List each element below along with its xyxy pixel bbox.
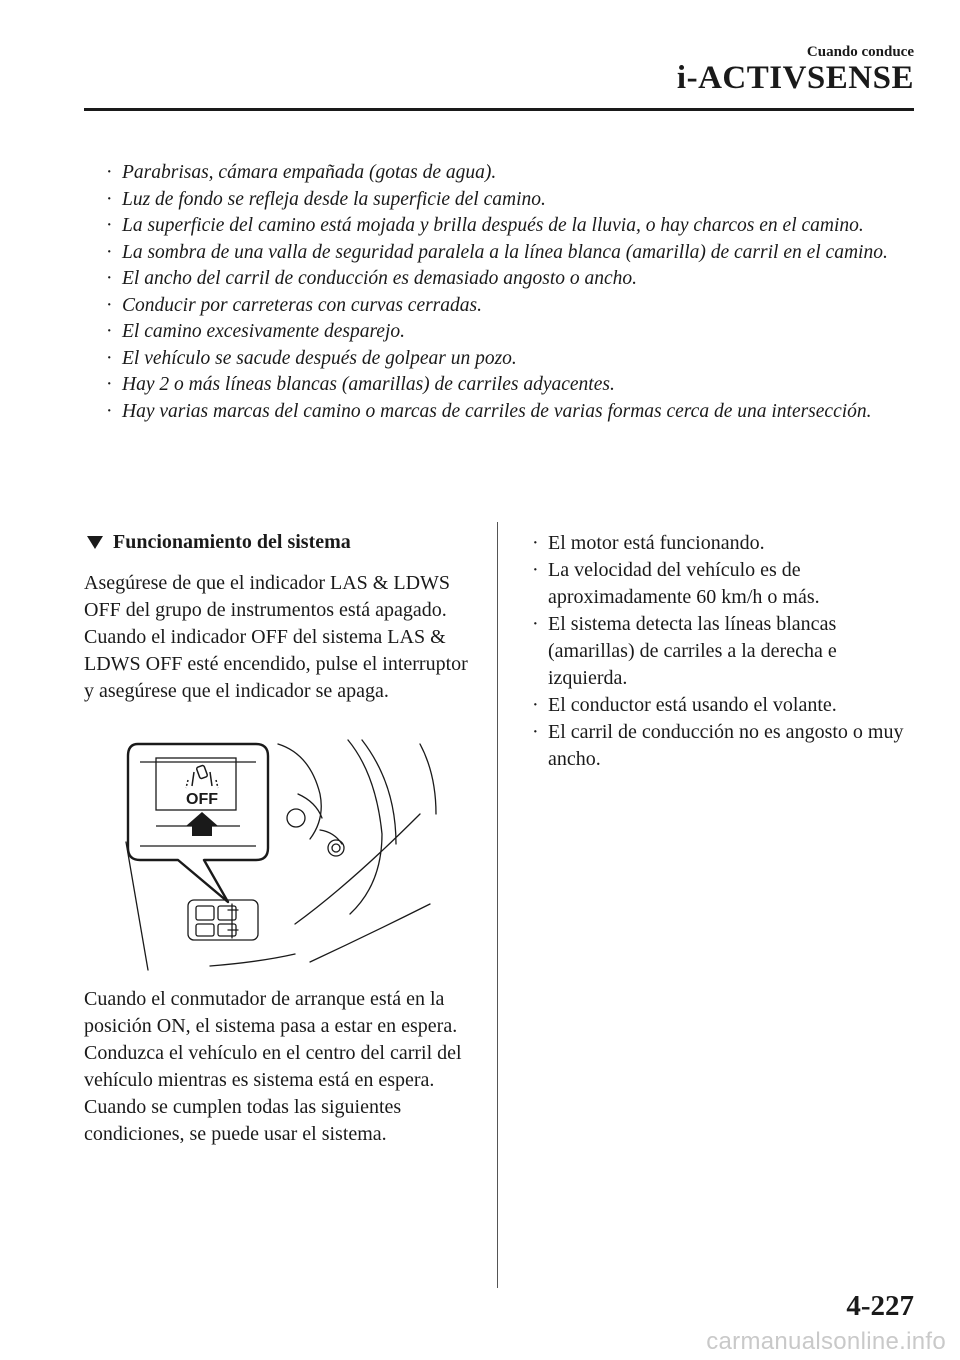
page-number: 4-227: [846, 1290, 914, 1322]
section-heading: [84, 528, 474, 556]
list-item: · La sombra de una valla de seguridad paralela a la línea blanca (amarilla) de carril en el camino.: [104, 240, 914, 267]
list-item: · El conductor está usando el volante.: [530, 692, 920, 719]
list-item: · El camino excesivamente desparejo.: [104, 319, 914, 346]
left-column: [84, 528, 474, 705]
list-item: · El motor está funcionando.: [530, 530, 920, 557]
list-item: · La velocidad del vehículo es de aproximadamente 60 km/h o más.: [530, 557, 920, 611]
list-item: · Hay varias marcas del camino o marcas de carriles de varias formas cerca de una intersección.: [104, 399, 914, 426]
list-item: · La superficie del camino está mojada y brilla después de la lluvia, o hay charcos en el camino.: [104, 213, 914, 240]
header-section-title: Cuando conduce: [806, 44, 914, 60]
intro-paragraph: Asegúrese de que el indicador LAS & LDWS OFF del grupo de instrumentos está apagado. Cuando el indicador OFF del sistema LAS & LDWS OFF esté encendido, pulse el interruptor y asegúrese que el indicador se apaga.: [84, 572, 468, 702]
list-item: · Hay 2 o más líneas blancas (amarillas) de carriles adyacentes.: [104, 372, 914, 399]
column-divider: [497, 522, 498, 1288]
list-item: · Parabrisas, cámara empañada (gotas de agua).: [104, 160, 914, 187]
section-heading-text: Funcionamiento del sistema: [113, 531, 351, 553]
header-rule: [84, 108, 914, 111]
paragraph: Conduzca el vehículo en el centro del carril del vehículo mientras es sistema está en espera. Cuando se cumplen todas las siguientes condiciones, se puede usar el sistema.: [84, 1042, 462, 1145]
list-item: · El ancho del carril de conducción es demasiado angosto o ancho.: [104, 266, 914, 293]
conditions-list: [104, 160, 914, 425]
off-button-label: OFF: [186, 791, 218, 808]
after-figure-text: [84, 986, 479, 1148]
las-ldws-off-switch-illustration: [120, 734, 440, 980]
list-item: · El vehículo se sacude después de golpear un pozo.: [104, 346, 914, 373]
list-item: · El sistema detecta las líneas blancas (amarillas) de carriles a la derecha e izquierda.: [530, 611, 920, 692]
header-chapter-title: i-ACTIVSENSE: [676, 60, 914, 96]
list-item: · El carril de conducción no es angosto o muy ancho.: [530, 719, 920, 773]
activation-conditions-list: [530, 530, 920, 773]
paragraph: Cuando el conmutador de arranque está en la posición ON, el sistema pasa a estar en espera.: [84, 988, 458, 1037]
watermark: carmanualsonline.info: [706, 1328, 946, 1355]
triangle-marker-icon: [87, 536, 103, 549]
list-item: · Conducir por carreteras con curvas cerradas.: [104, 293, 914, 320]
list-item: · Luz de fondo se refleja desde la superficie del camino.: [104, 187, 914, 214]
